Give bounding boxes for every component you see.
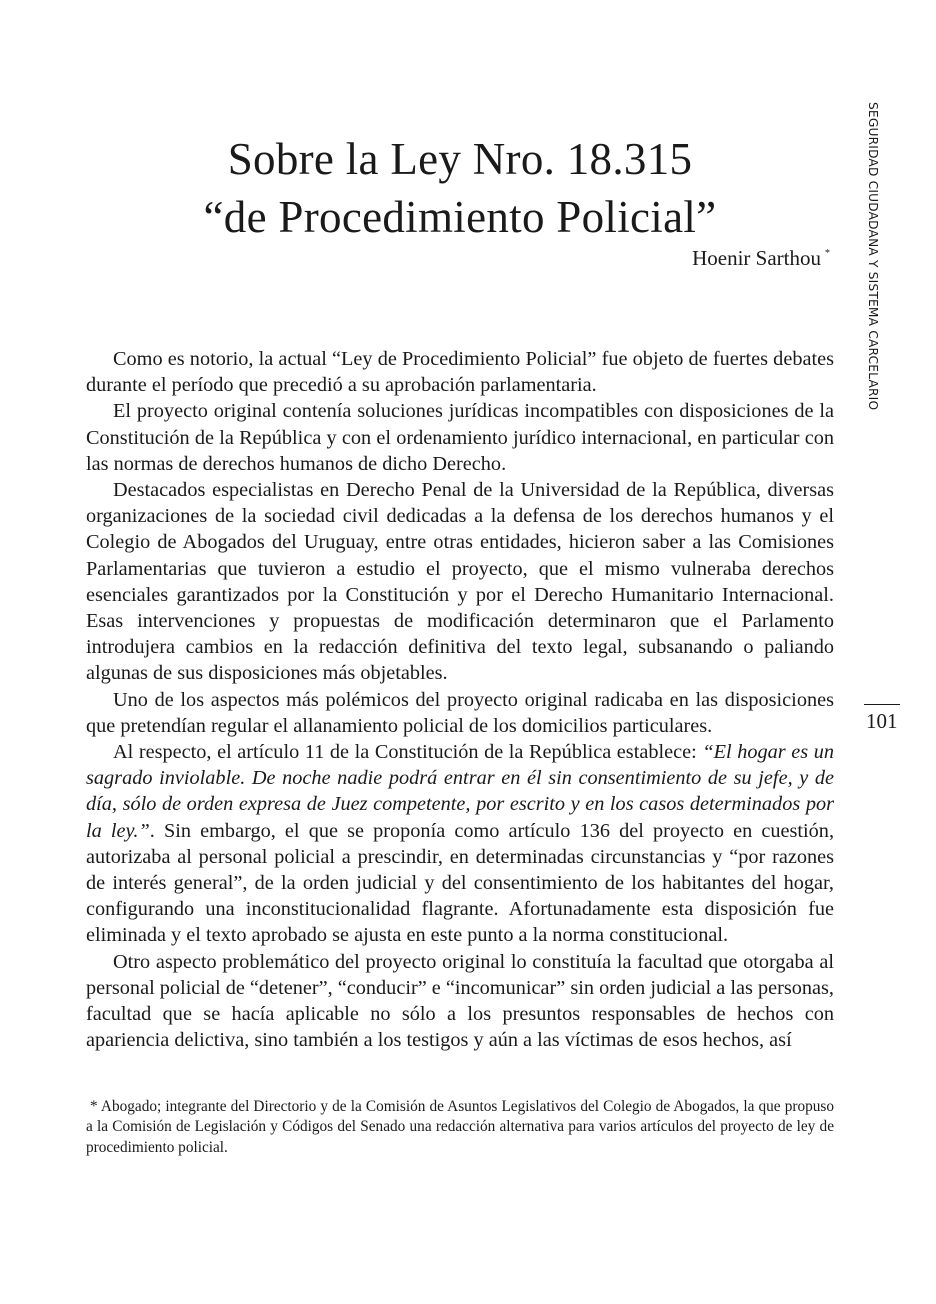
paragraph-5-intro: Al respecto, el artículo 11 de la Constitución de la República establece: [113, 741, 703, 764]
footnote [86, 1097, 834, 1158]
paragraph-3: Destacados especialistas en Derecho Penal de la Universidad de la República, diversas organizaciones de la sociedad civil dedicadas a la defensa de los derechos humanos y el Colegio de Abogados del Uruguay, entre otras entidades, hicieron saber a las Comisiones Parlamentarias que tuvieron a estudio el proyecto, que el mismo vulneraba derechos esenciales garantizados por la Constitución y por el Derecho Humanitario Internacional. Esas intervenciones y propuestas de modificación determinaron que el Parlamento introdujera cambios en la redacción definitiva del texto legal, subsanando o paliando algunas de sus disposiciones más objetables. [86, 479, 834, 685]
title-line-2: “de Procedimiento Policial” [203, 192, 717, 243]
page-number-rule [864, 704, 900, 705]
footnote-text: * Abogado; integrante del Directorio y de la Comisión de Asuntos Legislativos del Colegio de Abogados, la que propuso a la Comisión de Legislación y Códigos del Senado una redacción alternativa para varios artículos del proyecto de ley de procedimiento policial. [86, 1098, 834, 1156]
paragraph-5 [86, 739, 834, 949]
paragraph-2: El proyecto original contenía soluciones jurídicas incompatibles con disposiciones de la Constitución de la República y con el ordenamiento jurídico internacional, en particular con las normas de derechos humanos de dicho Derecho. [86, 400, 834, 475]
article-title [84, 130, 836, 246]
paragraph-1: Como es notorio, la actual “Ley de Procedimiento Policial” fue objeto de fuertes debates durante el período que precedió a su aprobación parlamentaria. [86, 348, 834, 397]
article-body [86, 346, 834, 1053]
title-line-1: Sobre la Ley Nro. 18.315 [227, 134, 693, 185]
paragraph-4: Uno de los aspectos más polémicos del proyecto original radicaba en las disposiciones que pretendían regular el allanamiento policial de los domicilios particulares. [86, 688, 834, 737]
page-number: 101 [866, 709, 898, 733]
paragraph-5-rest: . Sin embargo, el que se proponía como artículo 136 del proyecto en cuestión, autorizaba al personal policial a prescindir, en determinadas circunstancias y “por razones de interés general”, de la orden judicial y del consentimiento de los habitantes del hogar, configurando una inconstitucionalidad flagrante. Afortunadamente esta disposición fue eliminada y el texto aprobado se ajusta en este punto a la norma constitucional. [86, 819, 835, 947]
author-footnote-mark: * [825, 248, 830, 259]
paragraph-6: Otro aspecto problemático del proyecto original lo constituía la facultad que otorgaba al personal policial de “detener”, “conducir” e “incomunicar” sin orden judicial a las personas, facultad que se hacía aplicable no sólo a los presuntos responsables de hechos con apariencia delictiva, sino también a los testigos y aún a las víctimas de esos hechos, así [86, 950, 834, 1052]
author-name: Hoenir Sarthou [692, 246, 821, 270]
author [692, 240, 830, 272]
section-side-label: SEGURIDAD CIUDADANA Y SISTEMA CARCELARIO [866, 102, 880, 411]
constitution-quote: “El hogar es un sagrado inviolable. De noche nadie podrá entrar en él sin consentimiento de su jefe, y de día, sólo de orden expresa de Juez competente, por escrito y en los casos determinados por la ley.” [86, 741, 834, 842]
